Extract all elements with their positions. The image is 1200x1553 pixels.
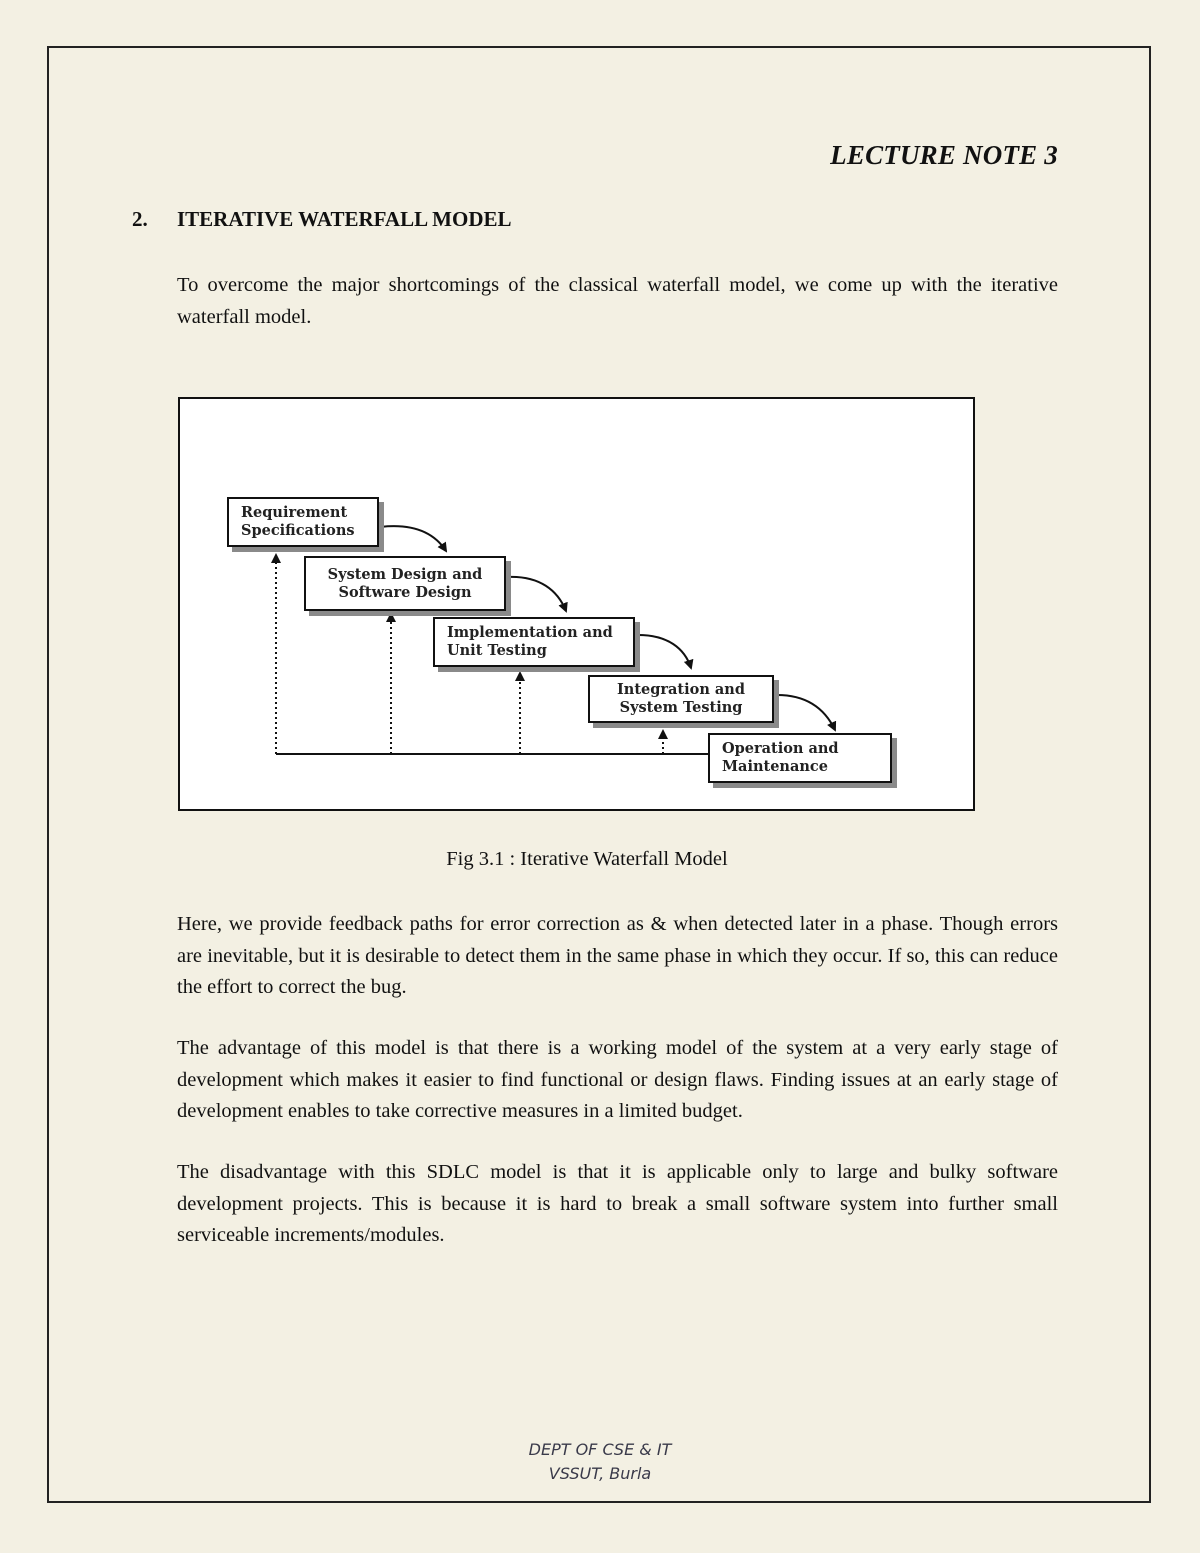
forward-arrow-1: [380, 526, 446, 551]
phase-operation-maintenance: Operation and Maintenance: [708, 733, 892, 783]
section-number: 2.: [132, 207, 148, 231]
figure-caption-row: [0, 848, 1200, 871]
feedback-paragraph: Here, we provide feedback paths for error correction as & when detected later in a phase. Though errors are inevitable, but it is desirable to detect them in the same phase in which they occur. If so, this can reduce the effort to correct the bug.: [177, 913, 1058, 998]
phase-implementation: Implementation and Unit Testing: [433, 617, 635, 667]
forward-arrow-3: [635, 635, 691, 668]
phase-integration-testing: Integration and System Testing: [588, 675, 774, 723]
section-heading: [132, 207, 512, 232]
phase-requirement-specifications: Requirement Specifications: [227, 497, 379, 547]
footer-department: DEPT OF CSE & IT: [528, 1440, 672, 1459]
phase-system-design: System Design and Software Design: [304, 556, 506, 611]
footer-institution: VSSUT, Burla: [548, 1464, 652, 1483]
page-footer: [0, 1438, 1200, 1486]
disadvantage-paragraph: The disadvantage with this SDLC model is that it is applicable only to large and bulky software development projects. This is because it is hard to break a small software system into further small serviceable increments/modules.: [177, 1161, 1058, 1246]
section-title: ITERATIVE WATERFALL MODEL: [177, 207, 512, 231]
figure-caption: Fig 3.1 : Iterative Waterfall Model: [446, 848, 728, 870]
lecture-title: LECTURE NOTE 3: [830, 140, 1058, 170]
advantage-paragraph: The advantage of this model is that there is a working model of the system at a very early stage of development which makes it easier to find functional or design flaws. Finding issues at an early stage of development enables to take corrective measures in a limited budget.: [177, 1037, 1058, 1122]
waterfall-diagram: [178, 397, 975, 811]
forward-arrow-4: [774, 695, 835, 730]
forward-arrow-2: [506, 577, 566, 611]
intro-paragraph: To overcome the major shortcomings of the classical waterfall model, we come up with the iterative waterfall model.: [177, 274, 1058, 328]
